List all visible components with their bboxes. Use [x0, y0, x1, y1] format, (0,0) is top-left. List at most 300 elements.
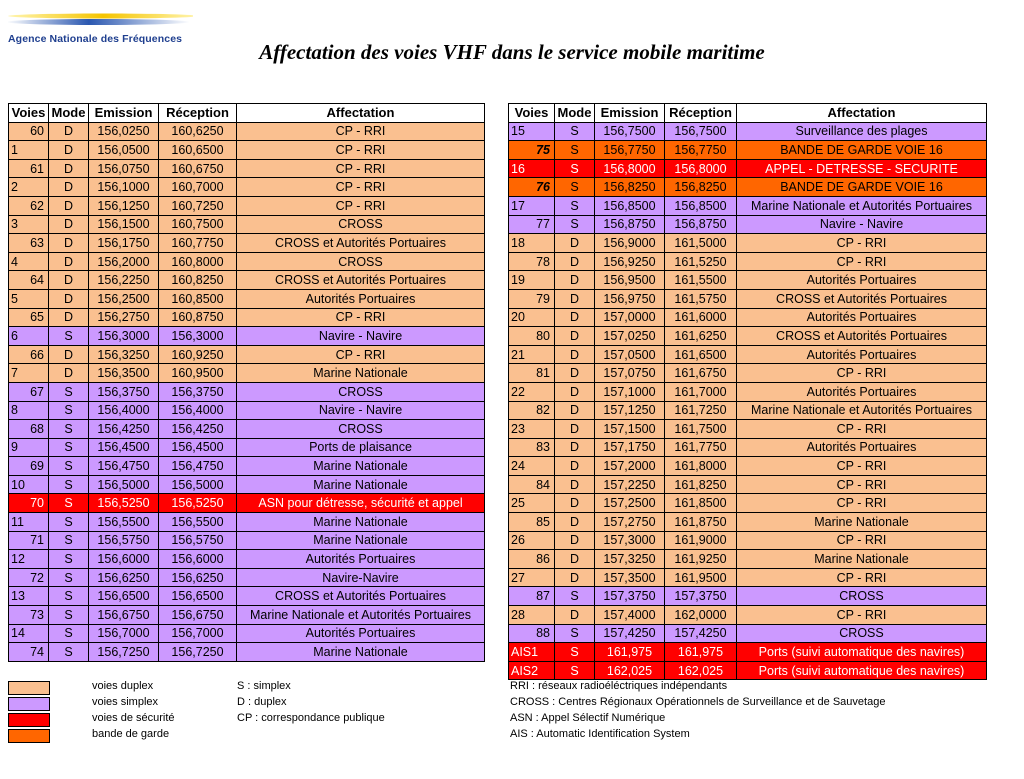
table-row	[509, 289, 987, 308]
table-row	[9, 550, 485, 569]
affectation-cell: Navire - Navire	[737, 215, 987, 234]
affectation-cell: Autorités Portuaires	[737, 382, 987, 401]
mode-cell: D	[555, 438, 595, 457]
affectation-cell: Autorités Portuaires	[737, 345, 987, 364]
emission-cell: 156,6500	[89, 587, 159, 606]
mode-cell: S	[49, 550, 89, 569]
mode-cell: D	[49, 215, 89, 234]
voie-cell: 65	[9, 308, 49, 327]
affectation-cell: CP - RRI	[237, 159, 485, 178]
emission-cell: 157,4000	[595, 606, 665, 625]
emission-cell: 156,3750	[89, 382, 159, 401]
affectation-cell: Autorités Portuaires	[237, 550, 485, 569]
emission-cell: 156,6750	[89, 606, 159, 625]
reception-cell: 156,8250	[665, 178, 737, 197]
mode-cell: S	[49, 438, 89, 457]
table-row	[509, 215, 987, 234]
affectation-cell: Autorités Portuaires	[237, 289, 485, 308]
emission-cell: 157,2250	[595, 475, 665, 494]
affectation-cell: CP - RRI	[737, 252, 987, 271]
affectation-cell: Marine Nationale	[237, 513, 485, 532]
affectation-cell: BANDE DE GARDE VOIE 16	[737, 141, 987, 160]
emission-cell: 156,1000	[89, 178, 159, 197]
mode-cell: S	[49, 475, 89, 494]
col-affectation: Affectation	[737, 104, 987, 123]
table-row	[9, 568, 485, 587]
mode-cell: D	[49, 345, 89, 364]
mode-cell: D	[49, 234, 89, 253]
affectation-cell: CP - RRI	[737, 531, 987, 550]
reception-cell: 161,8500	[665, 494, 737, 513]
reception-cell: 161,6000	[665, 308, 737, 327]
mode-cell: D	[555, 568, 595, 587]
emission-cell: 156,8750	[595, 215, 665, 234]
table-row	[9, 420, 485, 439]
reception-cell: 156,5250	[159, 494, 237, 513]
mode-cell: S	[555, 196, 595, 215]
voie-cell: 21	[509, 345, 555, 364]
voie-cell: 10	[9, 475, 49, 494]
table-row	[509, 364, 987, 383]
legend-cross-definition: CROSS : Centres Régionaux Opérationnels de Surveillance et de Sauvetage	[510, 696, 886, 708]
voie-cell: 77	[509, 215, 555, 234]
channel-table-left	[8, 103, 485, 662]
voie-cell: 69	[9, 457, 49, 476]
emission-cell: 156,4500	[89, 438, 159, 457]
mode-cell: D	[555, 494, 595, 513]
table-row	[9, 271, 485, 290]
mode-cell: D	[555, 308, 595, 327]
affectation-cell: Autorités Portuaires	[737, 308, 987, 327]
mode-cell: S	[555, 587, 595, 606]
table-row	[509, 401, 987, 420]
legend-label-garde: bande de garde	[92, 728, 170, 740]
reception-cell: 156,8500	[665, 196, 737, 215]
affectation-cell: CP - RRI	[237, 178, 485, 197]
reception-cell: 161,8750	[665, 513, 737, 532]
emission-cell: 157,1500	[595, 420, 665, 439]
mode-cell: D	[49, 122, 89, 141]
reception-cell: 156,4500	[159, 438, 237, 457]
emission-cell: 156,5750	[89, 531, 159, 550]
reception-cell: 156,8000	[665, 159, 737, 178]
table-row	[9, 159, 485, 178]
voie-cell: 12	[9, 550, 49, 569]
table-row	[509, 271, 987, 290]
mode-cell: D	[555, 457, 595, 476]
reception-cell: 156,7250	[159, 643, 237, 662]
mode-cell: S	[49, 531, 89, 550]
reception-cell: 161,6750	[665, 364, 737, 383]
reception-cell: 156,3750	[159, 382, 237, 401]
table-row	[9, 308, 485, 327]
emission-cell: 157,3250	[595, 550, 665, 569]
reception-cell: 156,8750	[665, 215, 737, 234]
table-row	[9, 141, 485, 160]
affectation-cell: Marine Nationale et Autorités Portuaires	[737, 401, 987, 420]
affectation-cell: Ports (suivi automatique des navires)	[737, 661, 987, 680]
mode-cell: S	[49, 457, 89, 476]
affectation-cell: CROSS	[237, 252, 485, 271]
voie-cell: 81	[509, 364, 555, 383]
reception-cell: 161,7750	[665, 438, 737, 457]
reception-cell: 161,7000	[665, 382, 737, 401]
legend-rri-definition: RRI : réseaux radioéléctriques indépendants	[510, 680, 728, 692]
reception-cell: 160,6500	[159, 141, 237, 160]
affectation-cell: CP - RRI	[237, 196, 485, 215]
voie-cell: 26	[509, 531, 555, 550]
voie-cell: AIS2	[509, 661, 555, 680]
reception-cell: 161,8250	[665, 475, 737, 494]
legend-s-definition: S : simplex	[237, 680, 291, 692]
affectation-cell: Ports (suivi automatique des navires)	[737, 643, 987, 662]
affectation-cell: CP - RRI	[737, 494, 987, 513]
emission-cell: 157,2750	[595, 513, 665, 532]
voie-cell: 88	[509, 624, 555, 643]
reception-cell: 157,4250	[665, 624, 737, 643]
affectation-cell: BANDE DE GARDE VOIE 16	[737, 178, 987, 197]
mode-cell: D	[49, 289, 89, 308]
affectation-cell: CP - RRI	[737, 568, 987, 587]
mode-cell: D	[555, 289, 595, 308]
voie-cell: 2	[9, 178, 49, 197]
voie-cell: 1	[9, 141, 49, 160]
table-row	[509, 661, 987, 680]
table-row	[509, 643, 987, 662]
voie-cell: 7	[9, 364, 49, 383]
mode-cell: D	[555, 420, 595, 439]
mode-cell: S	[49, 494, 89, 513]
emission-cell: 156,9500	[595, 271, 665, 290]
affectation-cell: CP - RRI	[737, 234, 987, 253]
emission-cell: 156,6000	[89, 550, 159, 569]
table-row	[509, 122, 987, 141]
emission-cell: 156,2250	[89, 271, 159, 290]
voie-cell: 9	[9, 438, 49, 457]
voie-cell: 18	[509, 234, 555, 253]
affectation-cell: CROSS	[237, 382, 485, 401]
reception-cell: 160,8000	[159, 252, 237, 271]
mode-cell: S	[49, 327, 89, 346]
mode-cell: D	[555, 401, 595, 420]
emission-cell: 156,9750	[595, 289, 665, 308]
table-row	[509, 196, 987, 215]
reception-cell: 156,5000	[159, 475, 237, 494]
table-row	[509, 606, 987, 625]
legend-swatch-securite	[8, 713, 50, 727]
reception-cell: 157,3750	[665, 587, 737, 606]
reception-cell: 156,5500	[159, 513, 237, 532]
affectation-cell: CP - RRI	[737, 364, 987, 383]
voie-cell: 80	[509, 327, 555, 346]
reception-cell: 156,7000	[159, 624, 237, 643]
affectation-cell: Navire - Navire	[237, 401, 485, 420]
mode-cell: D	[555, 234, 595, 253]
table-row	[9, 122, 485, 141]
reception-cell: 160,9250	[159, 345, 237, 364]
emission-cell: 157,2500	[595, 494, 665, 513]
table-row	[509, 550, 987, 569]
voie-cell: 66	[9, 345, 49, 364]
mode-cell: S	[555, 643, 595, 662]
emission-cell: 156,4750	[89, 457, 159, 476]
voie-cell: 72	[9, 568, 49, 587]
voie-cell: 70	[9, 494, 49, 513]
mode-cell: S	[49, 513, 89, 532]
table-row	[509, 624, 987, 643]
emission-cell: 161,975	[595, 643, 665, 662]
table-row	[509, 141, 987, 160]
reception-cell: 160,6250	[159, 122, 237, 141]
col-reception: Réception	[159, 104, 237, 123]
table-row	[9, 587, 485, 606]
emission-cell: 157,1000	[595, 382, 665, 401]
table-row	[9, 643, 485, 662]
table-row	[9, 327, 485, 346]
table-row	[509, 252, 987, 271]
reception-cell: 160,7500	[159, 215, 237, 234]
table-row	[509, 308, 987, 327]
reception-cell: 160,8250	[159, 271, 237, 290]
voie-cell: 8	[9, 401, 49, 420]
legend-label-duplex: voies duplex	[92, 680, 154, 692]
emission-cell: 156,0250	[89, 122, 159, 141]
affectation-cell: CP - RRI	[237, 122, 485, 141]
mode-cell: D	[49, 252, 89, 271]
table-row	[509, 568, 987, 587]
col-emission: Emission	[595, 104, 665, 123]
table-row	[9, 457, 485, 476]
mode-cell: S	[49, 401, 89, 420]
voie-cell: AIS1	[509, 643, 555, 662]
voie-cell: 13	[9, 587, 49, 606]
legend-swatch-garde	[8, 729, 50, 743]
emission-cell: 156,5250	[89, 494, 159, 513]
voie-cell: 68	[9, 420, 49, 439]
voie-cell: 61	[9, 159, 49, 178]
emission-cell: 157,1250	[595, 401, 665, 420]
table-row	[9, 234, 485, 253]
legend-label-securite: voies de sécurité	[92, 712, 175, 724]
reception-cell: 161,8000	[665, 457, 737, 476]
emission-cell: 156,3250	[89, 345, 159, 364]
voie-cell: 76	[509, 178, 555, 197]
reception-cell: 160,8500	[159, 289, 237, 308]
table-header-row	[9, 104, 485, 123]
affectation-cell: CROSS	[237, 215, 485, 234]
mode-cell: D	[555, 252, 595, 271]
table-row	[9, 438, 485, 457]
table-row	[9, 345, 485, 364]
emission-cell: 156,0750	[89, 159, 159, 178]
voie-cell: 23	[509, 420, 555, 439]
voie-cell: 83	[509, 438, 555, 457]
mode-cell: S	[49, 568, 89, 587]
emission-cell: 157,2000	[595, 457, 665, 476]
affectation-cell: Marine Nationale	[237, 643, 485, 662]
emission-cell: 156,2500	[89, 289, 159, 308]
reception-cell: 160,6750	[159, 159, 237, 178]
voie-cell: 78	[509, 252, 555, 271]
affectation-cell: Marine Nationale	[737, 550, 987, 569]
voie-cell: 3	[9, 215, 49, 234]
legend-swatch-duplex	[8, 681, 50, 695]
affectation-cell: Autorités Portuaires	[737, 438, 987, 457]
logo-swoosh-icon	[8, 6, 193, 32]
emission-cell: 157,3000	[595, 531, 665, 550]
reception-cell: 160,9500	[159, 364, 237, 383]
affectation-cell: CP - RRI	[237, 308, 485, 327]
emission-cell: 162,025	[595, 661, 665, 680]
emission-cell: 157,4250	[595, 624, 665, 643]
mode-cell: D	[49, 141, 89, 160]
reception-cell: 161,975	[665, 643, 737, 662]
mode-cell: S	[49, 420, 89, 439]
reception-cell: 161,5000	[665, 234, 737, 253]
reception-cell: 160,7250	[159, 196, 237, 215]
table-row	[509, 531, 987, 550]
reception-cell: 162,025	[665, 661, 737, 680]
voie-cell: 82	[509, 401, 555, 420]
table-row	[9, 513, 485, 532]
mode-cell: S	[555, 122, 595, 141]
page-title: Affectation des voies VHF dans le service mobile maritime	[259, 40, 765, 64]
table-row	[509, 587, 987, 606]
org-name: Agence Nationale des Fréquences	[8, 33, 183, 45]
affectation-cell: APPEL - DETRESSE - SECURITE	[737, 159, 987, 178]
table-row	[509, 457, 987, 476]
legend-asn-definition: ASN : Appel Sélectif Numérique	[510, 712, 666, 724]
affectation-cell: CROSS et Autorités Portuaires	[237, 271, 485, 290]
reception-cell: 161,6250	[665, 327, 737, 346]
emission-cell: 156,3500	[89, 364, 159, 383]
voie-cell: 27	[509, 568, 555, 587]
reception-cell: 156,4250	[159, 420, 237, 439]
col-mode: Mode	[555, 104, 595, 123]
legend-swatch-simplex	[8, 697, 50, 711]
mode-cell: S	[555, 159, 595, 178]
table-row	[9, 606, 485, 625]
col-voies: Voies	[509, 104, 555, 123]
table-row	[509, 234, 987, 253]
table-row	[9, 475, 485, 494]
voie-cell: 67	[9, 382, 49, 401]
reception-cell: 161,9250	[665, 550, 737, 569]
emission-cell: 156,1750	[89, 234, 159, 253]
affectation-cell: CROSS	[737, 587, 987, 606]
reception-cell: 161,9000	[665, 531, 737, 550]
mode-cell: D	[49, 364, 89, 383]
voie-cell: 63	[9, 234, 49, 253]
reception-cell: 156,6000	[159, 550, 237, 569]
voie-cell: 17	[509, 196, 555, 215]
emission-cell: 156,9250	[595, 252, 665, 271]
channel-table-right	[508, 103, 987, 680]
mode-cell: D	[555, 327, 595, 346]
table-row	[9, 289, 485, 308]
table-row	[9, 215, 485, 234]
table-row	[9, 382, 485, 401]
mode-cell: D	[49, 271, 89, 290]
emission-cell: 157,3500	[595, 568, 665, 587]
mode-cell: D	[49, 196, 89, 215]
voie-cell: 14	[9, 624, 49, 643]
table-header-row	[509, 104, 987, 123]
table-row	[9, 494, 485, 513]
legend-label-simplex: voies simplex	[92, 696, 159, 708]
reception-cell: 161,7250	[665, 401, 737, 420]
emission-cell: 156,2750	[89, 308, 159, 327]
affectation-cell: Marine Nationale	[737, 513, 987, 532]
mode-cell: D	[555, 513, 595, 532]
table-row	[509, 438, 987, 457]
legend-ais-definition: AIS : Automatic Identification System	[510, 728, 690, 740]
reception-cell: 161,6500	[665, 345, 737, 364]
table-row	[509, 513, 987, 532]
affectation-cell: Marine Nationale	[237, 475, 485, 494]
affectation-cell: CROSS	[237, 420, 485, 439]
reception-cell: 156,6500	[159, 587, 237, 606]
affectation-cell: Marine Nationale	[237, 531, 485, 550]
affectation-cell: Marine Nationale	[237, 364, 485, 383]
voie-cell: 11	[9, 513, 49, 532]
reception-cell: 156,3000	[159, 327, 237, 346]
reception-cell: 160,7000	[159, 178, 237, 197]
reception-cell: 161,5750	[665, 289, 737, 308]
mode-cell: D	[555, 345, 595, 364]
affectation-cell: CP - RRI	[737, 606, 987, 625]
reception-cell: 156,4750	[159, 457, 237, 476]
table-row	[9, 364, 485, 383]
affectation-cell: Autorités Portuaires	[737, 271, 987, 290]
voie-cell: 19	[509, 271, 555, 290]
affectation-cell: Marine Nationale et Autorités Portuaires	[237, 606, 485, 625]
affectation-cell: Surveillance des plages	[737, 122, 987, 141]
affectation-cell: CP - RRI	[237, 141, 485, 160]
reception-cell: 160,7750	[159, 234, 237, 253]
affectation-cell: CROSS et Autorités Portuaires	[737, 327, 987, 346]
emission-cell: 156,0500	[89, 141, 159, 160]
reception-cell: 161,5500	[665, 271, 737, 290]
reception-cell: 161,7500	[665, 420, 737, 439]
legend-cp-definition: CP : correspondance publique	[237, 712, 385, 724]
voie-cell: 6	[9, 327, 49, 346]
mode-cell: D	[555, 271, 595, 290]
emission-cell: 156,3000	[89, 327, 159, 346]
mode-cell: D	[555, 364, 595, 383]
voie-cell: 71	[9, 531, 49, 550]
mode-cell: S	[555, 178, 595, 197]
col-affectation: Affectation	[237, 104, 485, 123]
emission-cell: 156,5000	[89, 475, 159, 494]
emission-cell: 156,7250	[89, 643, 159, 662]
mode-cell: D	[555, 531, 595, 550]
table-row	[509, 420, 987, 439]
mode-cell: S	[555, 141, 595, 160]
emission-cell: 156,8000	[595, 159, 665, 178]
reception-cell: 162,0000	[665, 606, 737, 625]
affectation-cell: Marine Nationale et Autorités Portuaires	[737, 196, 987, 215]
emission-cell: 157,3750	[595, 587, 665, 606]
voie-cell: 5	[9, 289, 49, 308]
table-row	[509, 475, 987, 494]
emission-cell: 156,9000	[595, 234, 665, 253]
col-mode: Mode	[49, 104, 89, 123]
affectation-cell: ASN pour détresse, sécurité et appel	[237, 494, 485, 513]
mode-cell: D	[555, 606, 595, 625]
voie-cell: 73	[9, 606, 49, 625]
voie-cell: 28	[509, 606, 555, 625]
